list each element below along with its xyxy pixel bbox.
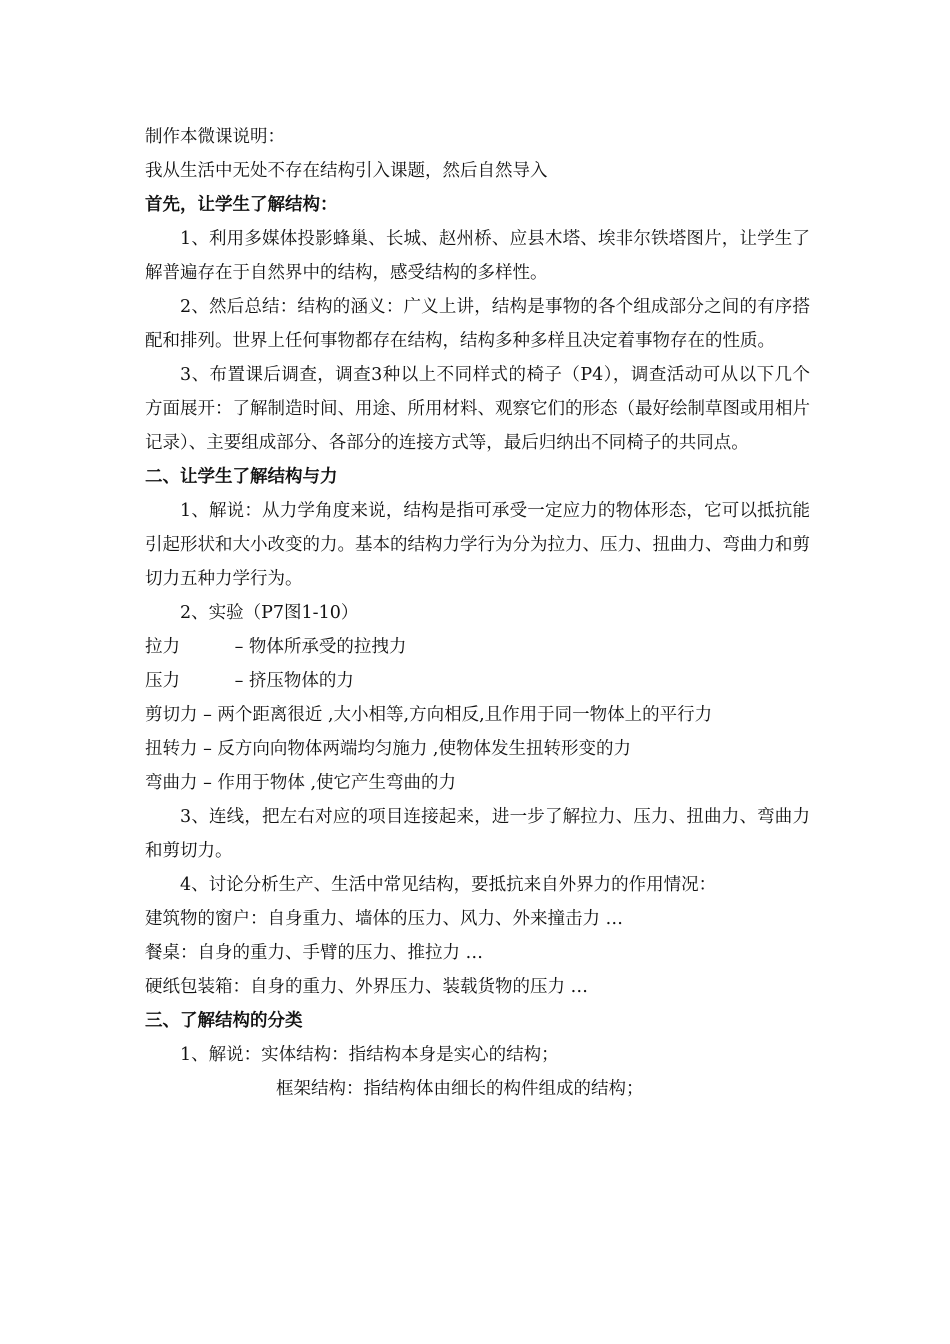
force-row-shear — [145, 698, 810, 732]
section1-item-3: 3、布置课后调查，调查3种以上不同样式的椅子（P4），调查活动可从以下几个方面展开：了解制造时间、用途、所用材料、观察它们的形态（最好绘制草图或用相片记录）、主要组成部分、各部分的连接方式等，最后归纳出不同椅子的共同点。 — [145, 365, 810, 453]
section2-connect: 3、连线，把左右对应的项目连接起来，进一步了解拉力、压力、扭曲力、弯曲力和剪切力。 — [145, 807, 810, 861]
section3-solid: 1、解说：实体结构：指结构本身是实心的结构； — [180, 1045, 559, 1065]
section2-heading: 二、让学生了解结构与力 — [145, 467, 338, 487]
force-desc: – 物体所承受的拉拽力 — [229, 637, 407, 657]
force-row-torsion — [145, 732, 810, 766]
document-body — [145, 120, 810, 1106]
example-box: 硬纸包装箱：自身的重力、外界压力、装载货物的压力 … — [145, 977, 589, 997]
force-desc: – 挤压物体的力 — [229, 671, 354, 691]
example-table: 餐桌：自身的重力、手臂的压力、推拉力 … — [145, 943, 484, 963]
section2-experiment: 2、实验（P7图1-10） — [180, 603, 359, 623]
force-term: 压力 — [145, 671, 180, 691]
force-desc: – 两个距离很近 ,大小相等,方向相反,且作用于同一物体上的平行力 — [197, 705, 713, 725]
force-term: 扭转力 — [145, 739, 198, 759]
force-desc: – 作用于物体 ,使它产生弯曲的力 — [197, 773, 456, 793]
section3-frame: 框架结构：指结构体由细长的构件组成的结构； — [276, 1079, 644, 1099]
section1-item-1: 1、利用多媒体投影蜂巢、长城、赵州桥、应县木塔、埃非尔铁塔图片，让学生了解普遍存在于自然界中的结构，感受结构的多样性。 — [145, 229, 810, 283]
example-window: 建筑物的窗户：自身重力、墙体的压力、风力、外来撞击力 … — [145, 909, 624, 929]
section3-heading: 三、了解结构的分类 — [145, 1011, 303, 1031]
intro-lead: 我从生活中无处不存在结构引入课题，然后自然导入 — [145, 161, 548, 181]
force-term: 拉力 — [145, 637, 180, 657]
intro-title: 制作本微课说明： — [145, 127, 285, 147]
section1-heading: 首先，让学生了解结构： — [145, 195, 338, 215]
section1-item-2: 2、然后总结：结构的涵义：广义上讲，结构是事物的各个组成部分之间的有序搭配和排列。世界上任何事物都存在结构，结构多种多样且决定着事物存在的性质。 — [145, 297, 810, 351]
section2-explain: 1、解说：从力学角度来说，结构是指可承受一定应力的物体形态，它可以抵抗能引起形状和大小改变的力。基本的结构力学行为分为拉力、压力、扭曲力、弯曲力和剪切力五种力学行为。 — [145, 501, 810, 589]
force-row-tension — [145, 630, 810, 664]
force-term: 剪切力 — [145, 705, 198, 725]
force-desc: – 反方向向物体两端均匀施力 ,使物体发生扭转形变的力 — [197, 739, 631, 759]
force-row-bending — [145, 766, 810, 800]
force-row-compression — [145, 664, 810, 698]
section2-discuss: 4、讨论分析生产、生活中常见结构，要抵抗来自外界力的作用情况： — [180, 875, 717, 895]
force-term: 弯曲力 — [145, 773, 198, 793]
